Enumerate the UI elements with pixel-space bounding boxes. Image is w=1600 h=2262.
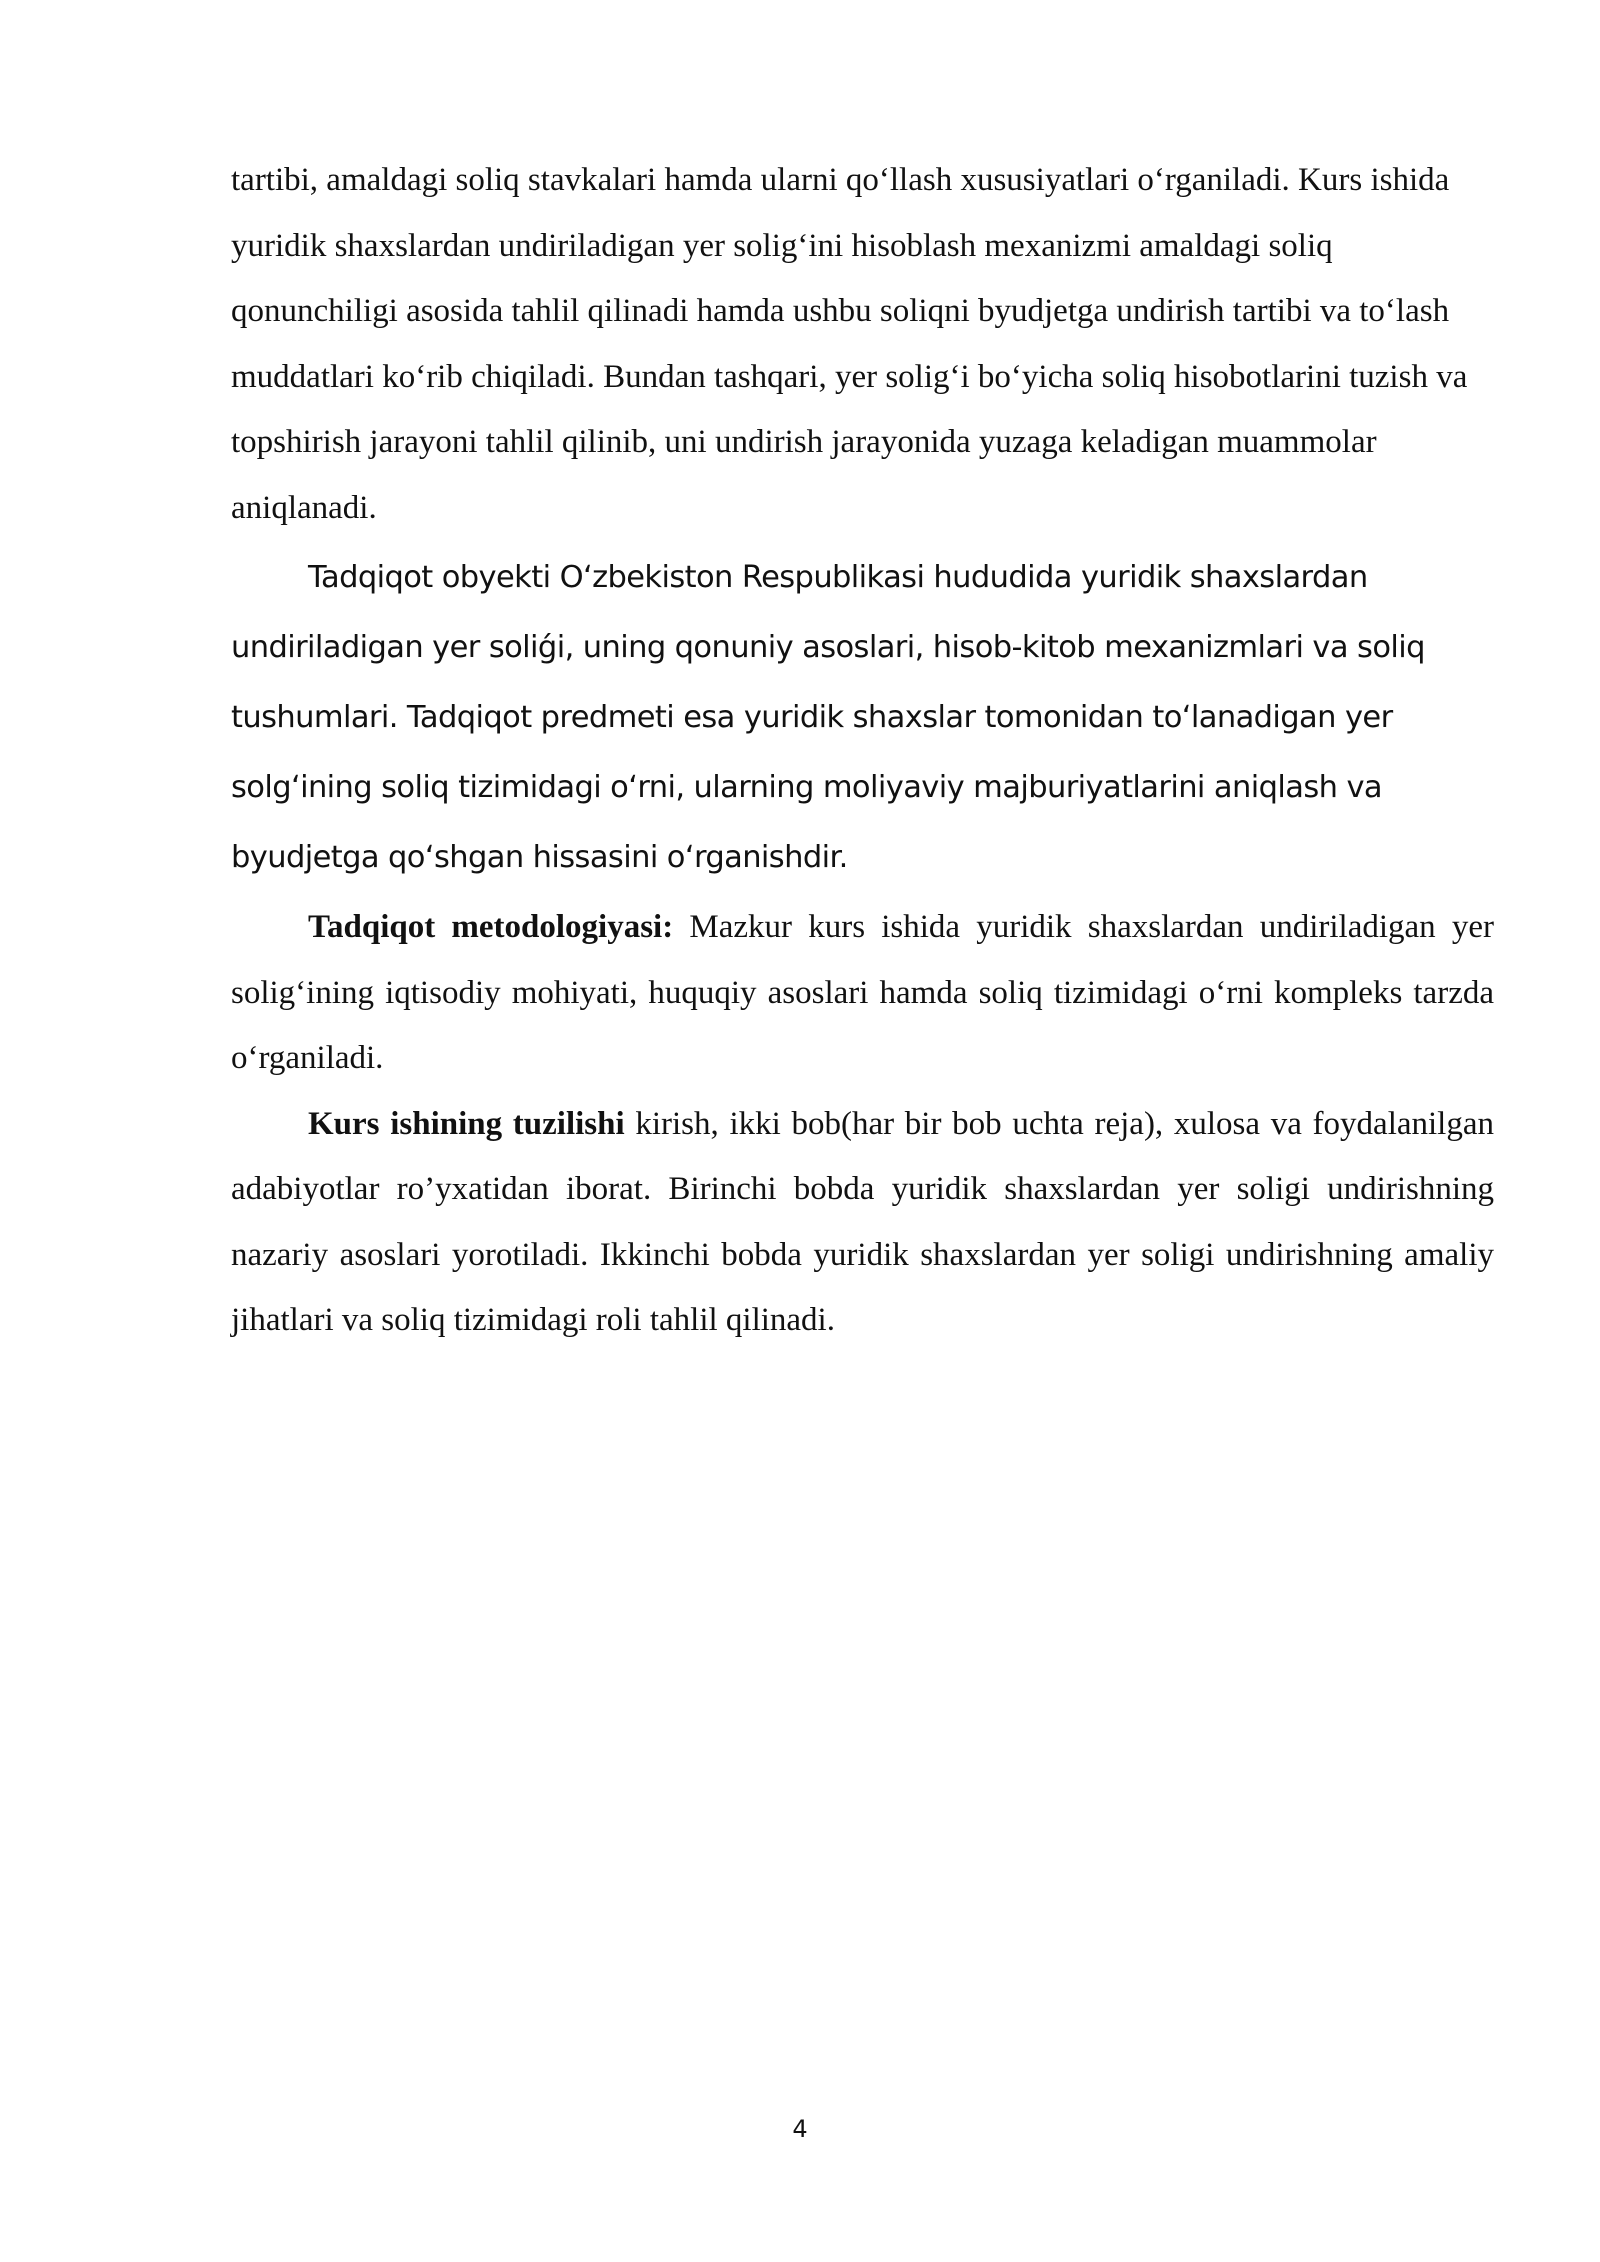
paragraph-research-object: Tadqiqot obyekti O‘zbekiston Respublikasi hududida yuridik shaxslardan undiriladigan yer soliǵi, uning qonuniy asoslari, hisob-kitob mexanizmlari va soliq tushumlari. Tadqiqot predmeti esa yuridik shaxslar tomonidan to‘lanadigan yer solg‘ining soliq tizimidagi o‘rni, ularning moliyaviy majburiyatlarini aniqlash va byudjetga qo‘shgan hissasini o‘rganishdir. bbox=[231, 560, 1425, 875]
methodology-text: Mazkur kurs ishida yuridik shaxslardan undiriladigan yer solig‘ining iqtisodiy mohiyati, huquqiy asoslari hamda soliq tizimidagi o‘rni kompleks tarzda o‘rganiladi. bbox=[231, 909, 1494, 1076]
paragraph-methodology bbox=[231, 895, 1494, 1092]
methodology-heading: Tadqiqot metodologiyasi: bbox=[308, 909, 674, 945]
document-body bbox=[231, 148, 1494, 1354]
structure-text: kirish, ikki bob(har bir bob uchta reja), xulosa va foydalanilgan adabiyotlar ro’yxatidan iborat. Birinchi bobda yuridik shaxslardan yer soligi undirishning nazariy asoslari yorotiladi. Ikkinchi bobda yuridik shaxslardan yer soligi undirishning amaliy jihatlari va soliq tizimidagi roli tahlil qilinadi. bbox=[231, 1105, 1494, 1338]
paragraph-intro-continuation: tartibi, amaldagi soliq stavkalari hamda ularni qo‘llash xususiyatlari o‘rganiladi. Kurs ishida yuridik shaxslardan undiriladigan yer solig‘ini hisoblash mexanizmi amaldagi soliq qonunchiligi asosida tahlil qilinadi hamda ushbu soliqni byudjetga undirish tartibi va to‘lash muddatlari ko‘rib chiqiladi. Bundan tashqari, yer solig‘i bo‘yicha soliq hisobotlarini tuzish va topshirish jarayoni tahlil qilinib, uni undirish jarayonida yuzaga keladigan muammolar aniqlanadi. bbox=[231, 162, 1468, 526]
page-number: 4 bbox=[792, 2115, 808, 2143]
paragraph-structure bbox=[231, 1092, 1494, 1354]
structure-heading: Kurs ishining tuzilishi bbox=[308, 1105, 625, 1142]
